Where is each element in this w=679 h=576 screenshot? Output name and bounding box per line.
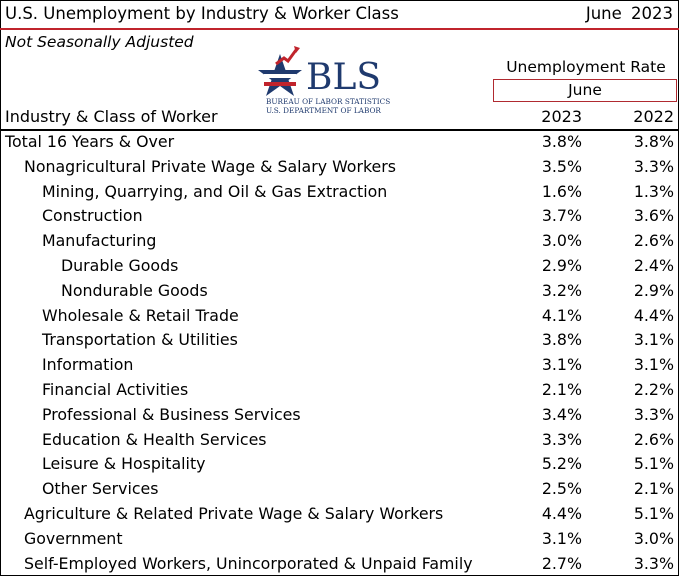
data-table-body <box>0 130 679 576</box>
table-row <box>0 428 679 453</box>
value-2022: 3.3% <box>633 404 674 424</box>
value-2023: 3.1% <box>541 355 582 375</box>
value-2022: 3.3% <box>633 156 674 176</box>
table-row <box>0 229 679 254</box>
bls-logo <box>258 44 398 116</box>
value-2023: 2.9% <box>541 255 582 275</box>
value-2023: 2.5% <box>541 479 582 499</box>
row-label: Transportation & Utilities <box>42 330 238 350</box>
value-2023: 3.2% <box>541 280 582 300</box>
value-2022: 5.1% <box>633 503 674 523</box>
year-header-2023: 2023 <box>541 107 582 126</box>
value-2023: 3.1% <box>541 528 582 548</box>
row-label: Manufacturing <box>42 231 157 251</box>
table-row <box>0 452 679 477</box>
table-row <box>0 204 679 229</box>
value-2023: 3.8% <box>541 132 582 151</box>
value-2023: 3.4% <box>541 404 582 424</box>
table-row <box>0 527 679 552</box>
value-2022: 3.1% <box>633 355 674 375</box>
value-2023: 1.6% <box>541 181 582 201</box>
row-label: Nondurable Goods <box>61 280 208 300</box>
table-row <box>0 304 679 329</box>
row-label: Professional & Business Services <box>42 404 301 424</box>
value-2022: 2.2% <box>633 379 674 399</box>
value-2023: 3.7% <box>541 206 582 226</box>
table-row <box>0 328 679 353</box>
table-row <box>0 254 679 279</box>
value-2023: 5.2% <box>541 454 582 474</box>
measure-header: Unemployment Rate <box>506 58 666 76</box>
logo-department-name: U.S. DEPARTMENT OF LABOR <box>266 106 381 115</box>
table-row <box>0 502 679 527</box>
row-label: Government <box>24 528 123 548</box>
value-2022: 4.4% <box>633 305 674 325</box>
value-2022: 2.6% <box>633 429 674 449</box>
year-header-2022: 2022 <box>633 107 674 126</box>
logo-agency-name: BUREAU OF LABOR STATISTICS <box>266 97 391 106</box>
value-2022: 3.0% <box>633 528 674 548</box>
row-label: Other Services <box>42 479 159 499</box>
value-2022: 2.9% <box>633 280 674 300</box>
value-2023: 3.8% <box>541 330 582 350</box>
report-date: June 2023 <box>585 4 673 23</box>
table-row <box>0 378 679 403</box>
table-row <box>0 279 679 304</box>
value-2023: 4.4% <box>541 503 582 523</box>
table-row <box>0 130 679 155</box>
value-2022: 5.1% <box>633 454 674 474</box>
table-row <box>0 353 679 378</box>
value-2022: 2.6% <box>633 231 674 251</box>
row-label: Financial Activities <box>42 379 189 399</box>
row-header: Industry & Class of Worker <box>5 107 218 126</box>
row-label: Nonagricultural Private Wage & Salary Workers <box>24 156 396 176</box>
value-2022: 3.1% <box>633 330 674 350</box>
value-2022: 3.3% <box>633 553 674 573</box>
logo-letters: BLS <box>306 57 382 98</box>
row-label: Mining, Quarrying, and Oil & Gas Extraction <box>42 181 388 201</box>
value-2023: 3.0% <box>541 231 582 251</box>
value-2023: 4.1% <box>541 305 582 325</box>
page-title: U.S. Unemployment by Industry & Worker Class <box>5 4 399 23</box>
table-row <box>0 477 679 502</box>
value-2022: 3.6% <box>633 206 674 226</box>
row-label: Durable Goods <box>61 255 179 275</box>
row-label: Information <box>42 355 134 375</box>
month-header: June <box>493 79 677 102</box>
value-2023: 3.3% <box>541 429 582 449</box>
value-2022: 2.1% <box>633 479 674 499</box>
row-label: Education & Health Services <box>42 429 267 449</box>
value-2023: 2.7% <box>541 553 582 573</box>
value-2023: 3.5% <box>541 156 582 176</box>
row-label: Total 16 Years & Over <box>5 132 175 151</box>
row-label: Agriculture & Related Private Wage & Salary Workers <box>24 503 444 523</box>
table-row <box>0 180 679 205</box>
table-row <box>0 552 679 576</box>
table-row <box>0 403 679 428</box>
row-label: Leisure & Hospitality <box>42 454 206 474</box>
value-2023: 2.1% <box>541 379 582 399</box>
table-row <box>0 155 679 180</box>
row-label: Self-Employed Workers, Unincorporated & Unpaid Family <box>24 553 473 573</box>
row-label: Wholesale & Retail Trade <box>42 305 239 325</box>
row-label: Construction <box>42 206 143 226</box>
value-2022: 2.4% <box>633 255 674 275</box>
seasonal-note: Not Seasonally Adjusted <box>5 33 194 51</box>
title-divider <box>0 28 679 30</box>
value-2022: 1.3% <box>633 181 674 201</box>
value-2022: 3.8% <box>633 132 674 151</box>
star-emblem-icon <box>258 46 302 96</box>
